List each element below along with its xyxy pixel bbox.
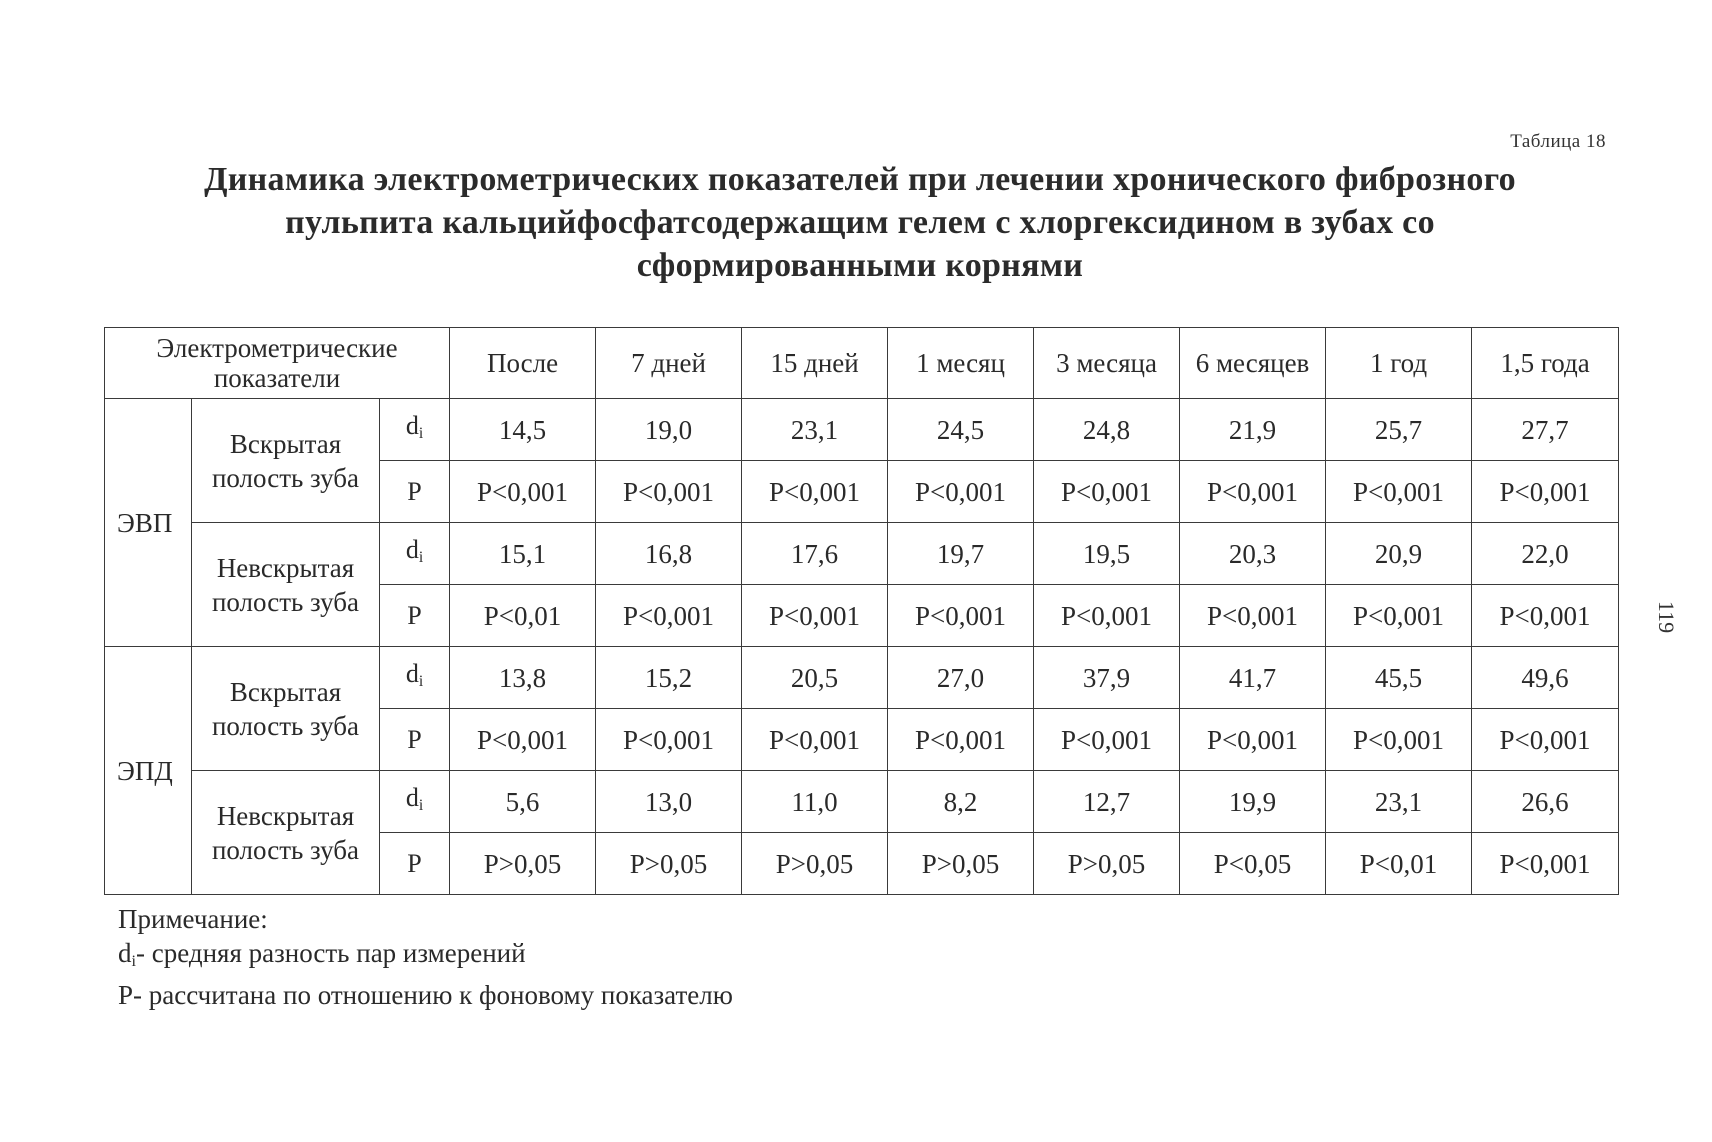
p-value-cell: P<0,001 <box>596 585 742 647</box>
table-number: Таблица 18 <box>1510 131 1606 152</box>
p-value-cell: P<0,001 <box>450 709 596 771</box>
table-body <box>105 399 1619 895</box>
electrometric-table <box>104 327 1619 895</box>
value-cell: 13,8 <box>450 647 596 709</box>
metric-d-label <box>380 523 450 585</box>
p-value-cell: P<0,001 <box>596 461 742 523</box>
p-value-cell: P<0,001 <box>1326 709 1472 771</box>
value-cell: 26,6 <box>1472 771 1619 833</box>
value-cell: 41,7 <box>1180 647 1326 709</box>
p-value-cell: P<0,001 <box>1180 461 1326 523</box>
metric-d-symbol: d <box>405 782 419 812</box>
note-d-text: - средняя разность пар измерений <box>136 938 526 968</box>
p-value-cell: P<0,001 <box>1034 709 1180 771</box>
metric-p-label: P <box>380 709 450 771</box>
metric-d-subscript: i <box>418 424 424 442</box>
metric-d-label <box>380 647 450 709</box>
column-header: После <box>450 328 596 399</box>
p-value-cell: P<0,001 <box>1180 585 1326 647</box>
p-value-cell: P<0,001 <box>596 709 742 771</box>
metric-d-label <box>380 771 450 833</box>
column-header: 7 дней <box>596 328 742 399</box>
value-cell: 17,6 <box>742 523 888 585</box>
value-cell: 13,0 <box>596 771 742 833</box>
subgroup-label: Невскрытая полость зуба <box>192 771 380 895</box>
p-value-cell: P>0,05 <box>1034 833 1180 895</box>
p-value-cell: P<0,001 <box>1326 585 1472 647</box>
metric-d-subscript: i <box>418 548 424 566</box>
value-cell: 20,9 <box>1326 523 1472 585</box>
p-value-cell: P>0,05 <box>450 833 596 895</box>
column-header: 1 месяц <box>888 328 1034 399</box>
p-value-cell: P<0,001 <box>1180 709 1326 771</box>
column-header: 15 дней <box>742 328 888 399</box>
metric-p-label: P <box>380 461 450 523</box>
subgroup-label: Вскрытая полость зуба <box>192 647 380 771</box>
group-label: ЭВП <box>105 399 192 647</box>
p-value-cell: P<0,01 <box>1326 833 1472 895</box>
page-number: 119 <box>1654 600 1680 634</box>
p-value-cell: P>0,05 <box>596 833 742 895</box>
p-value-cell: P<0,001 <box>1034 585 1180 647</box>
metric-d-symbol: d <box>405 534 419 564</box>
value-cell: 19,7 <box>888 523 1034 585</box>
metric-d-symbol: d <box>405 410 419 440</box>
p-value-cell: P<0,001 <box>742 709 888 771</box>
value-cell: 27,0 <box>888 647 1034 709</box>
p-value-cell: P<0,001 <box>888 461 1034 523</box>
value-cell: 24,8 <box>1034 399 1180 461</box>
table-header-row <box>105 328 1619 399</box>
table-row <box>105 523 1619 585</box>
value-cell: 22,0 <box>1472 523 1619 585</box>
table-row <box>105 399 1619 461</box>
note-d-subscript: i <box>131 952 136 970</box>
p-value-cell: P<0,001 <box>1472 709 1619 771</box>
notes <box>118 902 733 1012</box>
p-value-cell: P<0,01 <box>450 585 596 647</box>
metric-d-subscript: i <box>418 796 424 814</box>
metric-d-subscript: i <box>418 672 424 690</box>
value-cell: 23,1 <box>1326 771 1472 833</box>
metric-p-label: P <box>380 833 450 895</box>
value-cell: 20,5 <box>742 647 888 709</box>
p-value-cell: P<0,001 <box>1034 461 1180 523</box>
subgroup-label: Невскрытая полость зуба <box>192 523 380 647</box>
value-cell: 21,9 <box>1180 399 1326 461</box>
value-cell: 49,6 <box>1472 647 1619 709</box>
value-cell: 8,2 <box>888 771 1034 833</box>
notes-heading: Примечание: <box>118 904 268 934</box>
subgroup-label: Вскрытая полость зуба <box>192 399 380 523</box>
column-header: 6 месяцев <box>1180 328 1326 399</box>
value-cell: 23,1 <box>742 399 888 461</box>
column-header: 1,5 года <box>1472 328 1619 399</box>
p-value-cell: P<0,05 <box>1180 833 1326 895</box>
table-row <box>105 647 1619 709</box>
p-value-cell: P<0,001 <box>1472 833 1619 895</box>
value-cell: 45,5 <box>1326 647 1472 709</box>
table-row <box>105 771 1619 833</box>
value-cell: 24,5 <box>888 399 1034 461</box>
title-line: сформированными корнями <box>636 247 1084 284</box>
p-value-cell: P<0,001 <box>888 709 1034 771</box>
document-title <box>110 158 1610 287</box>
value-cell: 25,7 <box>1326 399 1472 461</box>
value-cell: 37,9 <box>1034 647 1180 709</box>
value-cell: 15,2 <box>596 647 742 709</box>
value-cell: 11,0 <box>742 771 888 833</box>
p-value-cell: P>0,05 <box>742 833 888 895</box>
metric-d-label <box>380 399 450 461</box>
note-d-symbol: d <box>118 938 132 968</box>
value-cell: 5,6 <box>450 771 596 833</box>
metric-p-label: P <box>380 585 450 647</box>
p-value-cell: P<0,001 <box>1472 585 1619 647</box>
title-line: пульпита кальцийфосфатсодержащим гелем с хлоргексидином в зубах со <box>285 204 1435 241</box>
p-value-cell: P<0,001 <box>450 461 596 523</box>
value-cell: 16,8 <box>596 523 742 585</box>
p-value-cell: P<0,001 <box>742 461 888 523</box>
p-value-cell: P<0,001 <box>888 585 1034 647</box>
p-value-cell: P>0,05 <box>888 833 1034 895</box>
note-p: P- рассчитана по отношению к фоновому показателю <box>118 980 733 1010</box>
p-value-cell: P<0,001 <box>1326 461 1472 523</box>
note-d <box>118 936 733 978</box>
value-cell: 19,9 <box>1180 771 1326 833</box>
header-label: Электрометрические показатели <box>105 328 450 399</box>
p-value-cell: P<0,001 <box>1472 461 1619 523</box>
value-cell: 12,7 <box>1034 771 1180 833</box>
value-cell: 27,7 <box>1472 399 1619 461</box>
value-cell: 15,1 <box>450 523 596 585</box>
group-label: ЭПД <box>105 647 192 895</box>
value-cell: 19,5 <box>1034 523 1180 585</box>
column-header: 3 месяца <box>1034 328 1180 399</box>
value-cell: 20,3 <box>1180 523 1326 585</box>
p-value-cell: P<0,001 <box>742 585 888 647</box>
title-line: Динамика электрометрических показателей при лечении хронического фиброзного <box>204 161 1516 198</box>
column-header: 1 год <box>1326 328 1472 399</box>
value-cell: 14,5 <box>450 399 596 461</box>
value-cell: 19,0 <box>596 399 742 461</box>
metric-d-symbol: d <box>405 658 419 688</box>
